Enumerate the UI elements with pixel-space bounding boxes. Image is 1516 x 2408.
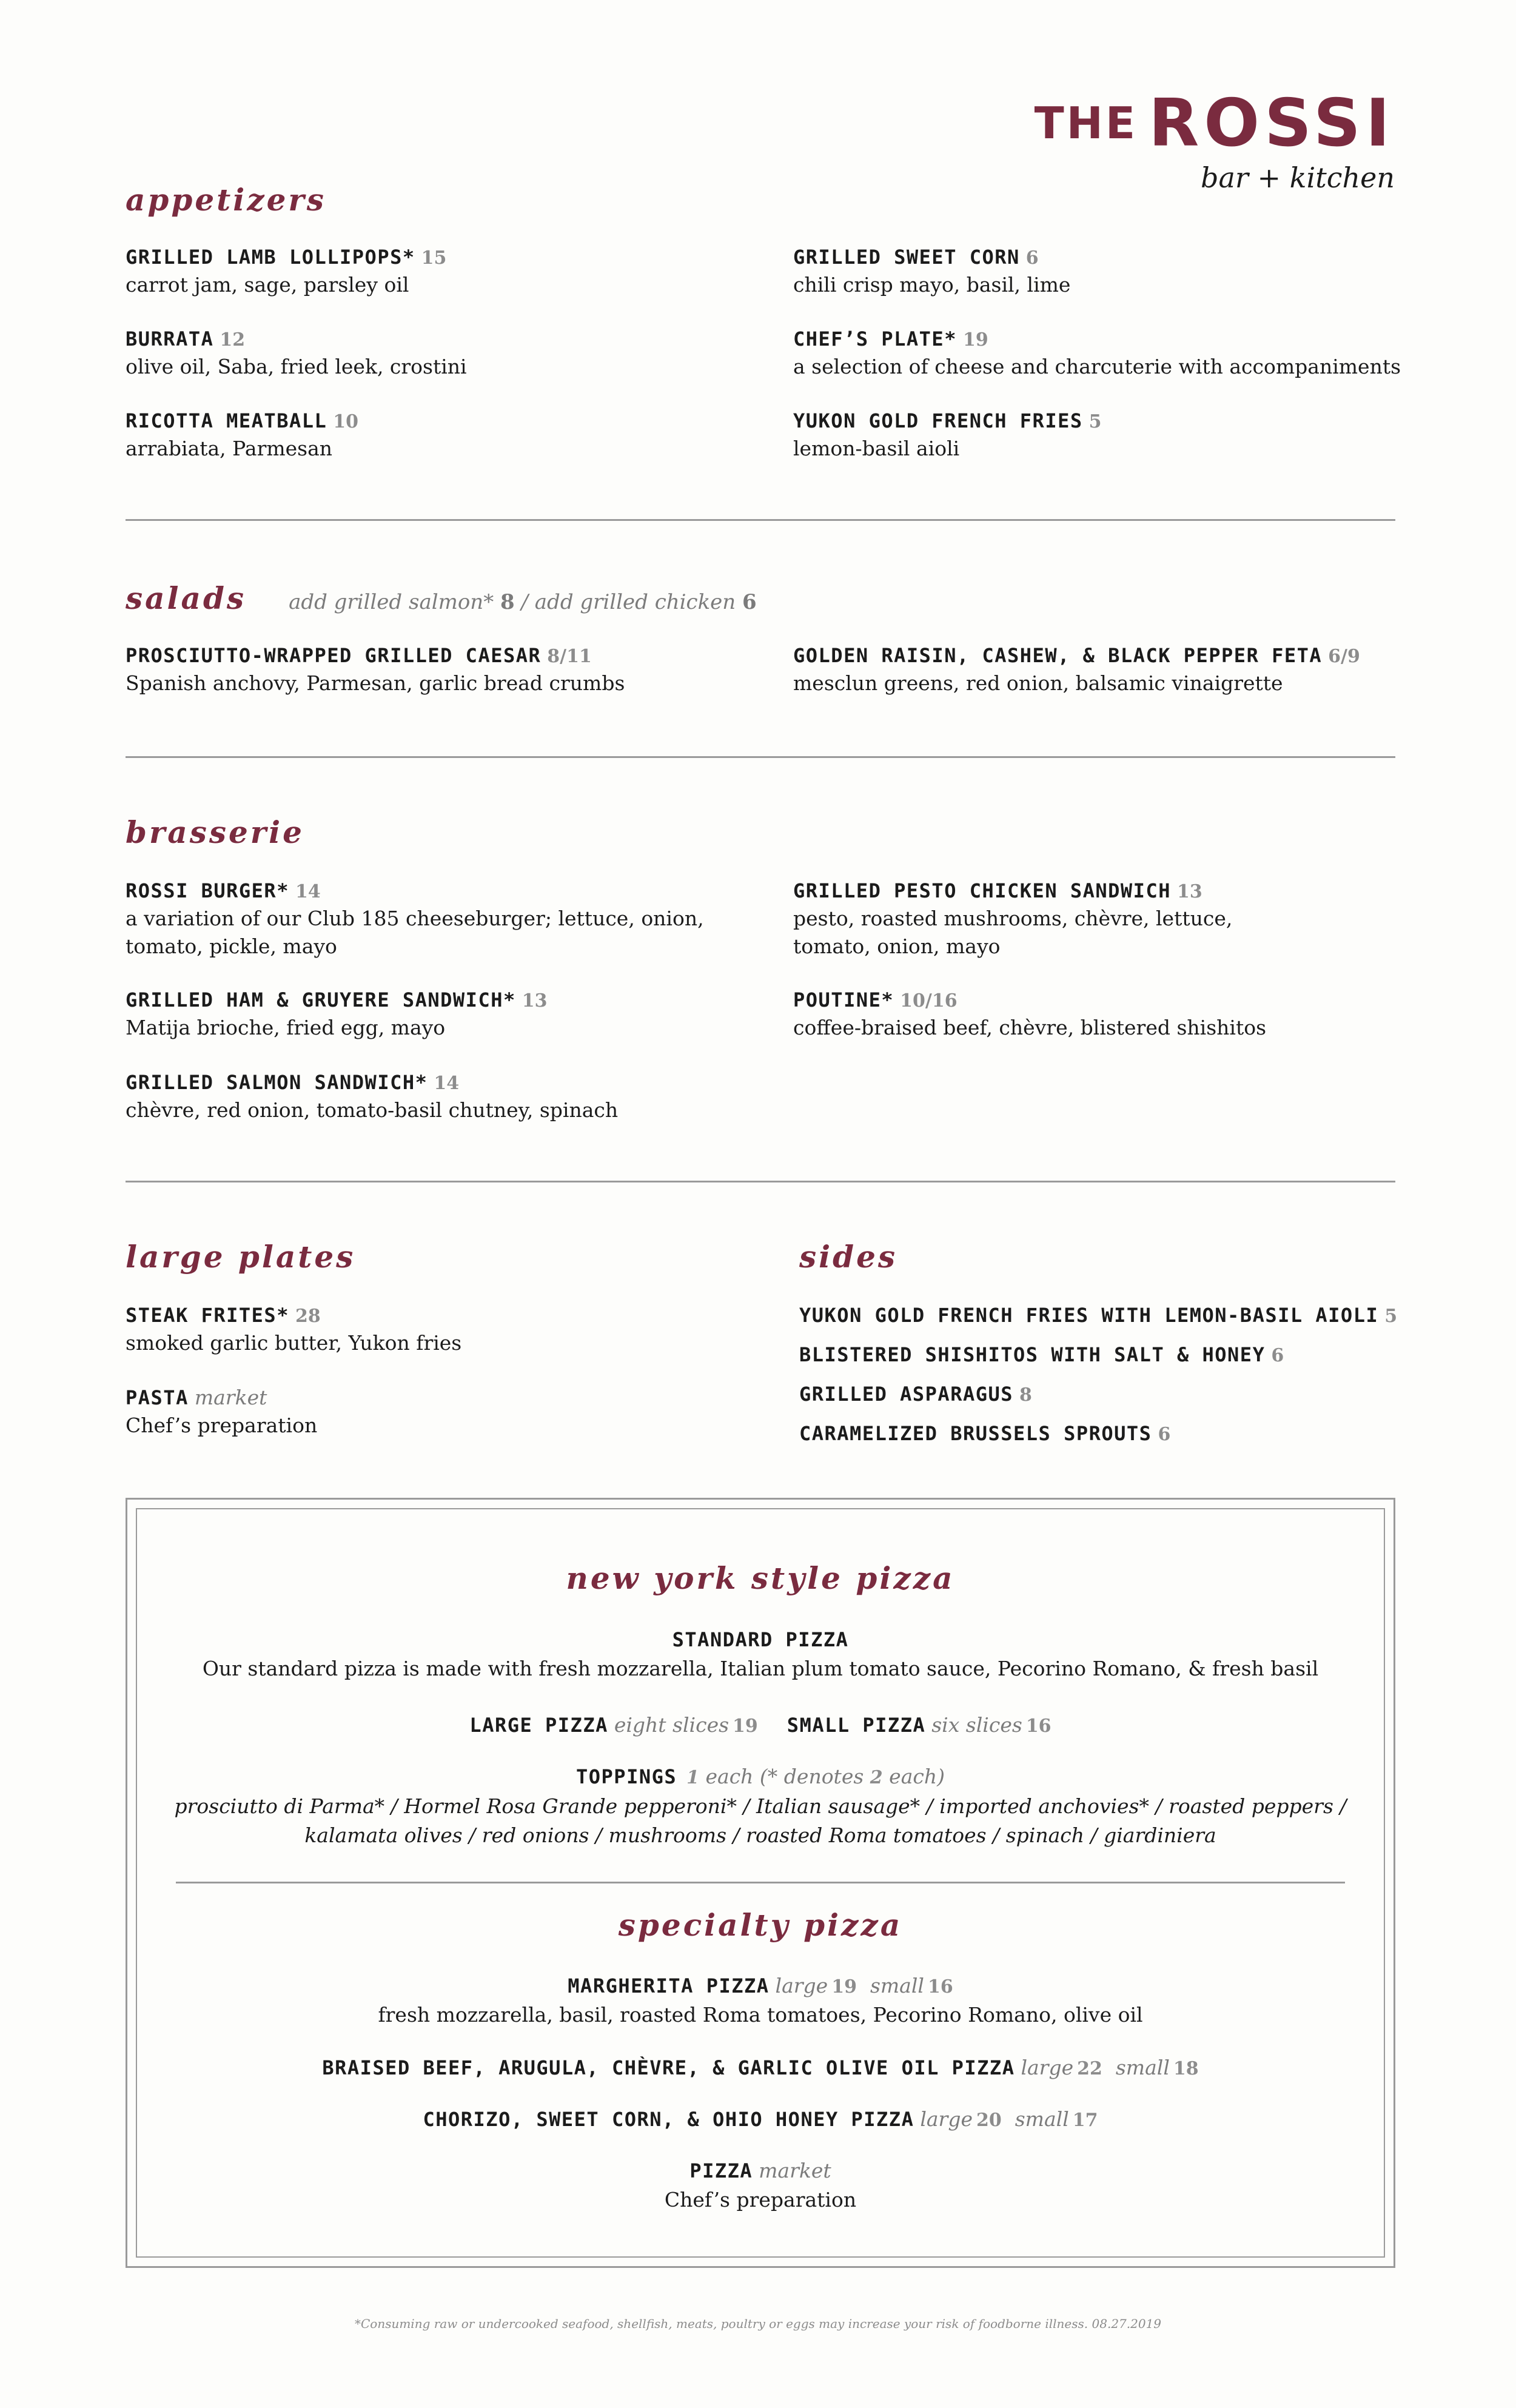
item-price: 28 [295, 1306, 321, 1327]
item-name: BLISTERED SHISHITOS WITH SALT & HONEY [799, 1343, 1266, 1366]
small-label: small [870, 1974, 924, 1997]
item-description: Spanish anchovy, Parmesan, garlic bread crumbs [126, 671, 625, 695]
item-description: Matija brioche, fried egg, mayo [126, 1016, 446, 1039]
large-pizza-name: LARGE PIZZA [469, 1714, 608, 1737]
raw-star: * [881, 988, 894, 1011]
sides-title: sides [799, 1239, 898, 1275]
item-name: CHORIZO, SWEET CORN, & OHIO HONEY PIZZA [423, 2108, 914, 2131]
raw-star: * [503, 988, 516, 1011]
menu-item [126, 246, 446, 299]
menu-item [793, 879, 1232, 961]
item-description: Chef’s preparation [126, 1414, 318, 1437]
specialty-pizza-title: specialty pizza [618, 1907, 903, 1943]
menu-item [793, 327, 1401, 381]
addon-chicken-price: 6 [742, 590, 757, 614]
large-plates-title: large plates [126, 1239, 356, 1275]
section-divider [126, 519, 1395, 521]
item-name: STEAK FRITES [126, 1304, 277, 1327]
large-pizza-slices: eight slices [614, 1713, 729, 1737]
item-name: YUKON GOLD FRENCH FRIES [793, 409, 1083, 432]
salads-title: salads [126, 580, 247, 616]
raw-star: * [944, 327, 957, 350]
item-price: 6/9 [1328, 646, 1360, 667]
item-description: olive oil, Saba, fried leek, crostini [126, 355, 467, 378]
item-name: GRILLED ASPARAGUS [799, 1383, 1014, 1406]
item-name: GRILLED LAMB LOLLIPOPS [126, 246, 403, 269]
item-price: 10/16 [900, 990, 958, 1011]
standard-pizza [127, 1628, 1394, 1683]
item-name: CARAMELIZED BRUSSELS SPROUTS [799, 1422, 1152, 1445]
item-name: RICOTTA MEATBALL [126, 409, 327, 432]
menu-item [126, 409, 358, 463]
toppings-list: kalamata olives / red onions / mushrooms / roasted Roma tomatoes / spinach / giardiniera [304, 1823, 1216, 1847]
item-description: mesclun greens, red onion, balsamic vinaigrette [793, 671, 1283, 695]
item-name: GRILLED PESTO CHICKEN SANDWICH [793, 879, 1171, 902]
section-divider [126, 756, 1395, 758]
side-item [799, 1383, 1032, 1406]
item-name: CHEF’S PLATE [793, 327, 945, 350]
item-description: smoked garlic butter, Yukon fries [126, 1331, 462, 1355]
item-price: 5 [1088, 411, 1102, 432]
item-description: chili crisp mayo, basil, lime [793, 273, 1071, 297]
pizza-sizes [127, 1713, 1394, 1737]
small-pizza-name: SMALL PIZZA [787, 1714, 926, 1737]
large-label: large [920, 2107, 973, 2131]
menu-item [127, 2056, 1394, 2079]
section-divider [126, 1181, 1395, 1182]
menu-item [793, 409, 1101, 463]
item-price: 6 [1025, 247, 1039, 269]
addon-separator: / [521, 590, 528, 614]
item-price: 6 [1158, 1424, 1171, 1445]
small-label: small [1115, 2056, 1170, 2079]
item-name: YUKON GOLD FRENCH FRIES WITH LEMON-BASIL AIOLI [799, 1304, 1379, 1327]
addon-salmon-price: 8 [500, 590, 515, 614]
item-description: carrot jam, sage, parsley oil [126, 273, 409, 297]
large-label: large [775, 1974, 828, 1997]
sides-section [799, 1239, 1345, 1275]
item-description: fresh mozzarella, basil, roasted Roma tomatoes, Pecorino Romano, olive oil [378, 2003, 1143, 2027]
raw-star: * [277, 879, 289, 902]
appetizers-section [126, 182, 1395, 218]
appetizers-title: appetizers [126, 182, 326, 218]
item-price: 13 [522, 990, 548, 1011]
large-plates-section [126, 1239, 671, 1275]
item-description: chèvre, red onion, tomato-basil chutney, spinach [126, 1098, 619, 1122]
item-price: 5 [1384, 1306, 1398, 1327]
item-name: PIZZA [689, 2159, 753, 2182]
toppings: TOPPINGS 1 each (* denotes 2 each) prosciutto di Parma* / Hormel Rosa Grande pepperoni* / Italian sausage* / imported anchovies* / roasted peppers / kalamata olives / red onions / mushrooms / roasted Roma tomatoes / spinach / giardiniera [174, 1765, 1347, 1847]
pizza-box [126, 1498, 1395, 2268]
large-price: 22 [1077, 2058, 1102, 2079]
menu-item [126, 1304, 461, 1357]
menu-item [126, 327, 467, 381]
menu-item [127, 1974, 1394, 2029]
salads-addon-note [289, 590, 757, 614]
menu-item [126, 644, 625, 697]
item-price: 8 [1019, 1384, 1032, 1406]
side-item [799, 1343, 1284, 1366]
item-name: POUTINE [793, 988, 882, 1011]
item-name: STANDARD PIZZA [672, 1628, 849, 1651]
small-price: 16 [927, 1976, 953, 1997]
item-description: arrabiata, Parmesan [126, 437, 333, 460]
item-price: 12 [220, 329, 246, 350]
item-price: 14 [295, 881, 321, 902]
item-description: coffee-braised beef, chèvre, blistered shishitos [793, 1016, 1267, 1039]
market-price: market [759, 2159, 831, 2182]
raw-star: * [415, 1071, 428, 1094]
item-name: GRILLED SWEET CORN [793, 246, 1020, 269]
item-price: 8/11 [547, 646, 592, 667]
item-name: PROSCIUTTO-WRAPPED GRILLED CAESAR [126, 644, 542, 667]
raw-star: * [277, 1304, 289, 1327]
small-price: 17 [1072, 2110, 1098, 2131]
item-name: GOLDEN RAISIN, CASHEW, & BLACK PEPPER FETA [793, 644, 1323, 667]
side-item [799, 1422, 1170, 1445]
menu-item [127, 2107, 1394, 2131]
raw-star: * [402, 246, 415, 269]
small-label: small [1015, 2107, 1069, 2131]
item-price: 14 [434, 1073, 460, 1094]
item-price: 19 [962, 329, 988, 350]
item-name: ROSSI BURGER [126, 879, 277, 902]
large-label: large [1021, 2056, 1074, 2079]
item-name: BURRATA [126, 327, 214, 350]
logo-rossi: ROSSI [1149, 86, 1395, 161]
item-price: 13 [1176, 881, 1202, 902]
brasserie-title: brasserie [126, 814, 304, 850]
menu-item [126, 988, 547, 1042]
item-description: a variation of our Club 185 cheeseburger; lettuce, onion, [126, 907, 704, 930]
item-price: 15 [421, 247, 447, 269]
menu-item [126, 1386, 317, 1440]
item-name: BRAISED BEEF, ARUGULA, CHÈVRE, & GARLIC OLIVE OIL PIZZA [322, 2056, 1015, 2079]
footer-disclaimer: *Consuming raw or undercooked seafood, shellfish, meats, poultry or eggs may increase your risk of foodborne illness. 08.27.2019 [354, 2316, 1162, 2331]
side-item [799, 1304, 1397, 1327]
menu-item [793, 988, 1266, 1042]
item-description: pesto, roasted mushrooms, chèvre, lettuce, [793, 907, 1233, 930]
brasserie-section [126, 814, 1395, 850]
menu-item [793, 246, 1070, 299]
menu-item [126, 1071, 618, 1124]
addon-salmon: add grilled salmon* [289, 590, 494, 614]
item-description: lemon-basil aioli [793, 437, 960, 460]
logo-subtitle: bar + kitchen [1201, 161, 1395, 194]
item-name: GRILLED HAM & GRUYERE SANDWICH [126, 988, 503, 1011]
item-description: tomato, pickle, mayo [126, 934, 337, 958]
market-price: market [194, 1386, 267, 1409]
restaurant-logo [1034, 86, 1395, 194]
item-description: Chef’s preparation [664, 2188, 857, 2212]
toppings-list: prosciutto di Parma* / Hormel Rosa Grande pepperoni* / Italian sausage* / imported anchovies* / roasted peppers / [174, 1794, 1347, 1818]
addon-chicken: add grilled chicken [534, 590, 736, 614]
small-pizza-slices: six slices [931, 1713, 1022, 1737]
menu-item [127, 2159, 1394, 2214]
menu-item [793, 644, 1360, 697]
large-pizza-price: 19 [733, 1715, 758, 1737]
ny-pizza-title: new york style pizza [566, 1560, 955, 1596]
large-price: 20 [976, 2110, 1002, 2131]
item-name: PASTA [126, 1386, 189, 1409]
small-pizza-price: 16 [1025, 1715, 1051, 1737]
large-price: 19 [831, 1976, 857, 1997]
item-description: a selection of cheese and charcuterie with accompaniments [793, 355, 1401, 378]
item-name: MARGHERITA PIZZA [568, 1974, 770, 1997]
toppings-name: TOPPINGS [576, 1765, 677, 1788]
menu-item [126, 879, 704, 961]
toppings-note-star: * denotes [767, 1765, 864, 1788]
item-name: GRILLED SALMON SANDWICH [126, 1071, 415, 1094]
small-price: 18 [1173, 2058, 1199, 2079]
salads-section [126, 580, 1395, 616]
item-price: 10 [333, 411, 358, 432]
item-description: Our standard pizza is made with fresh mozzarella, Italian plum tomato sauce, Pecorino Romano, & fresh basil [202, 1657, 1319, 1680]
item-price: 6 [1271, 1345, 1284, 1366]
pizza-divider [176, 1882, 1345, 1883]
logo-the: THE [1034, 98, 1138, 149]
item-description: tomato, onion, mayo [793, 934, 1001, 958]
